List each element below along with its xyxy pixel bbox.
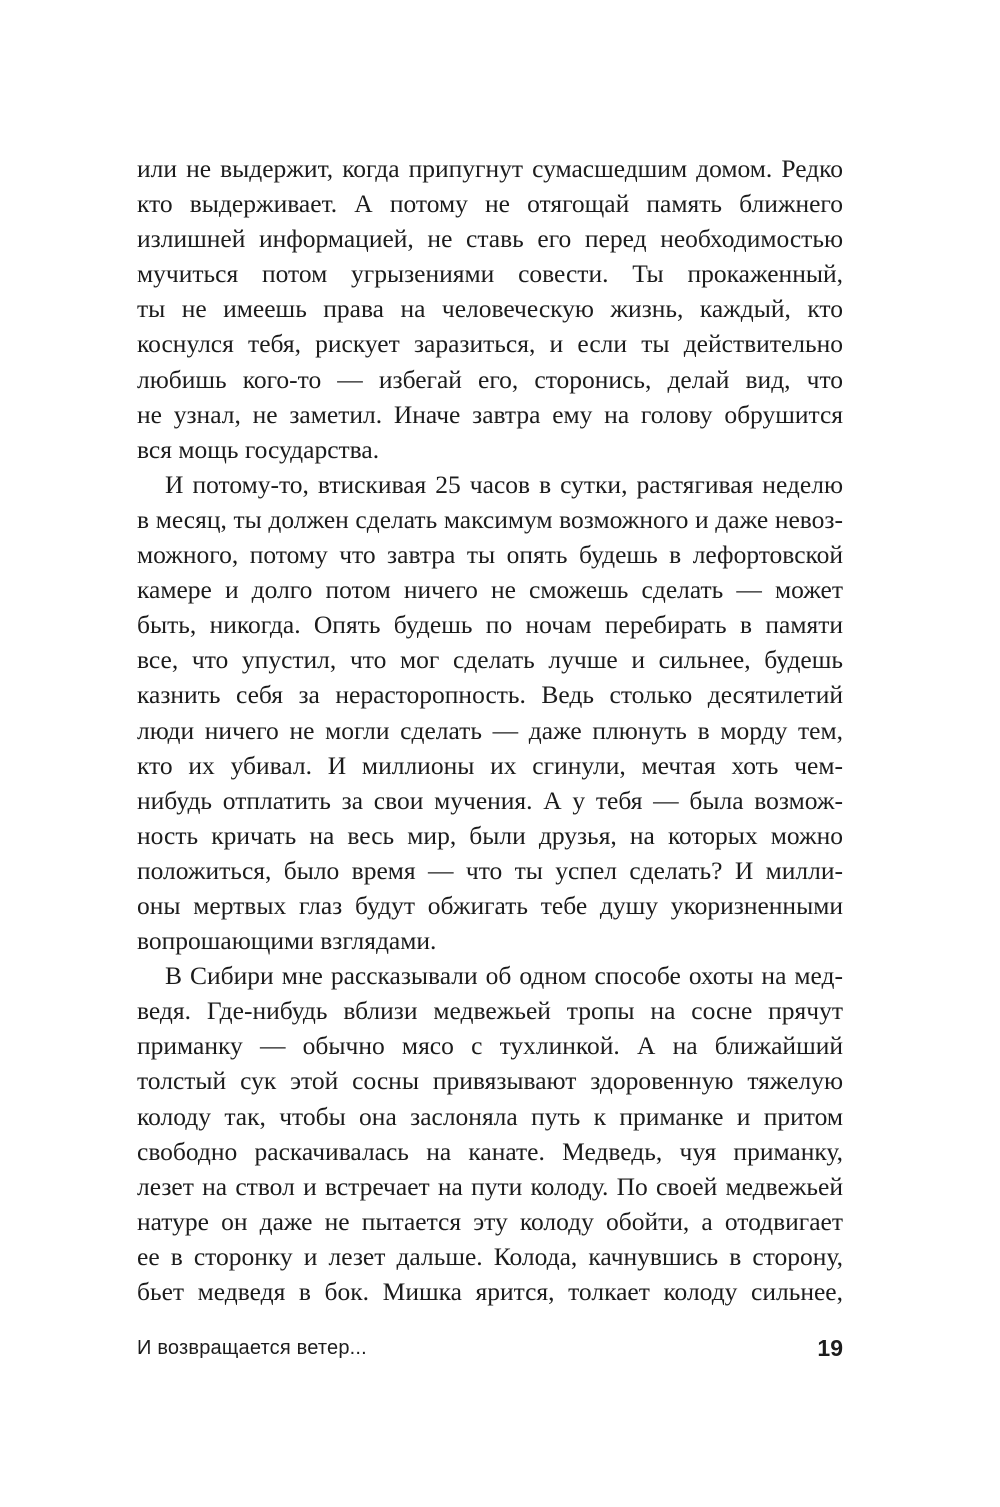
text-line: ее в сторонку и лезет дальше. Колода, качнувшись в сторону, [137, 1241, 843, 1271]
text-line: казнить себя за нерасторопность. Ведь столько десятилетий [137, 680, 843, 710]
text-line: И потому-то, втискивая 25 часов в сутки, растягивая неделю [165, 469, 843, 499]
text-line: ность кричать на весь мир, были друзья, на которых можно [137, 820, 843, 850]
text-line: оны мертвых глаз будут обжигать тебе душу укоризненными [137, 890, 843, 920]
text-line: кто их убивал. И миллионы их сгинули, мечтая хоть чем- [137, 750, 843, 780]
text-line: кто выдерживает. А потому не отягощай память ближнего [137, 189, 843, 219]
text-line: вопрошающими взглядами. [137, 926, 437, 956]
text-line: вся мощь государства. [137, 434, 380, 464]
text-line: в месяц, ты должен сделать максимум возможного и даже невоз- [137, 504, 843, 534]
text-line: излишней информацией, не ставь его перед необходимостью [137, 224, 843, 254]
text-line: или не выдержит, когда припугнут сумасшедшим домом. Редко [137, 154, 843, 183]
text-line: натуре он даже не пытается эту колоду обойти, а отодвигает [137, 1206, 843, 1236]
text-line: свободно раскачивалась на канате. Медведь, чуя приманку, [137, 1136, 843, 1166]
text-line: В Сибири мне рассказывали об одном способе охоты на мед- [165, 961, 843, 991]
text-line: любишь кого-то — избегай его, сторонись, делай вид, что [137, 364, 843, 394]
text-line: положиться, было время — что ты успел сделать? И милли- [137, 855, 843, 885]
text-line: приманку — обычно мясо с тухлинкой. А на ближайший [137, 1031, 843, 1061]
text-line: не узнал, не заметил. Иначе завтра ему на голову обрушится [137, 399, 843, 429]
text-line: лезет на ствол и встречает на пути колоду. По своей медвежьей [137, 1171, 843, 1201]
running-title: И возвращается ветер... [137, 1337, 367, 1359]
page-footer [137, 1337, 843, 1367]
text-line: колоду так, чтобы она заслоняла путь к приманке и притом [137, 1101, 843, 1131]
text-line: ты не имеешь права на человеческую жизнь, каждый, кто [137, 294, 843, 324]
text-line: нибудь отплатить за свои мучения. А у тебя — была возмож- [137, 785, 843, 815]
page-number: 19 [817, 1335, 843, 1361]
text-line: камере и долго потом ничего не сможешь сделать — может [137, 575, 843, 605]
text-line: мучиться потом угрызениями совести. Ты прокаженный, [137, 259, 843, 289]
text-line: люди ничего не могли сделать — даже плюнуть в морду тем, [137, 715, 843, 745]
text-line: коснулся тебя, рискует заразиться, и если ты действительно [137, 329, 843, 359]
text-line: толстый сук этой сосны привязывают здоровенную тяжелую [137, 1066, 843, 1096]
text-line: все, что упустил, что мог сделать лучше и сильнее, будешь [137, 645, 843, 675]
text-line: быть, никогда. Опять будешь по ночам перебирать в памяти [137, 610, 843, 640]
text-line: можного, потому что завтра ты опять будешь в лефортовской [137, 540, 843, 570]
text-line: бьет медведя в бок. Мишка ярится, толкает колоду сильнее, [137, 1277, 843, 1306]
body-text [137, 151, 843, 1309]
text-line: ведя. Где-нибудь вблизи медвежьей тропы на сосне прячут [137, 996, 843, 1026]
